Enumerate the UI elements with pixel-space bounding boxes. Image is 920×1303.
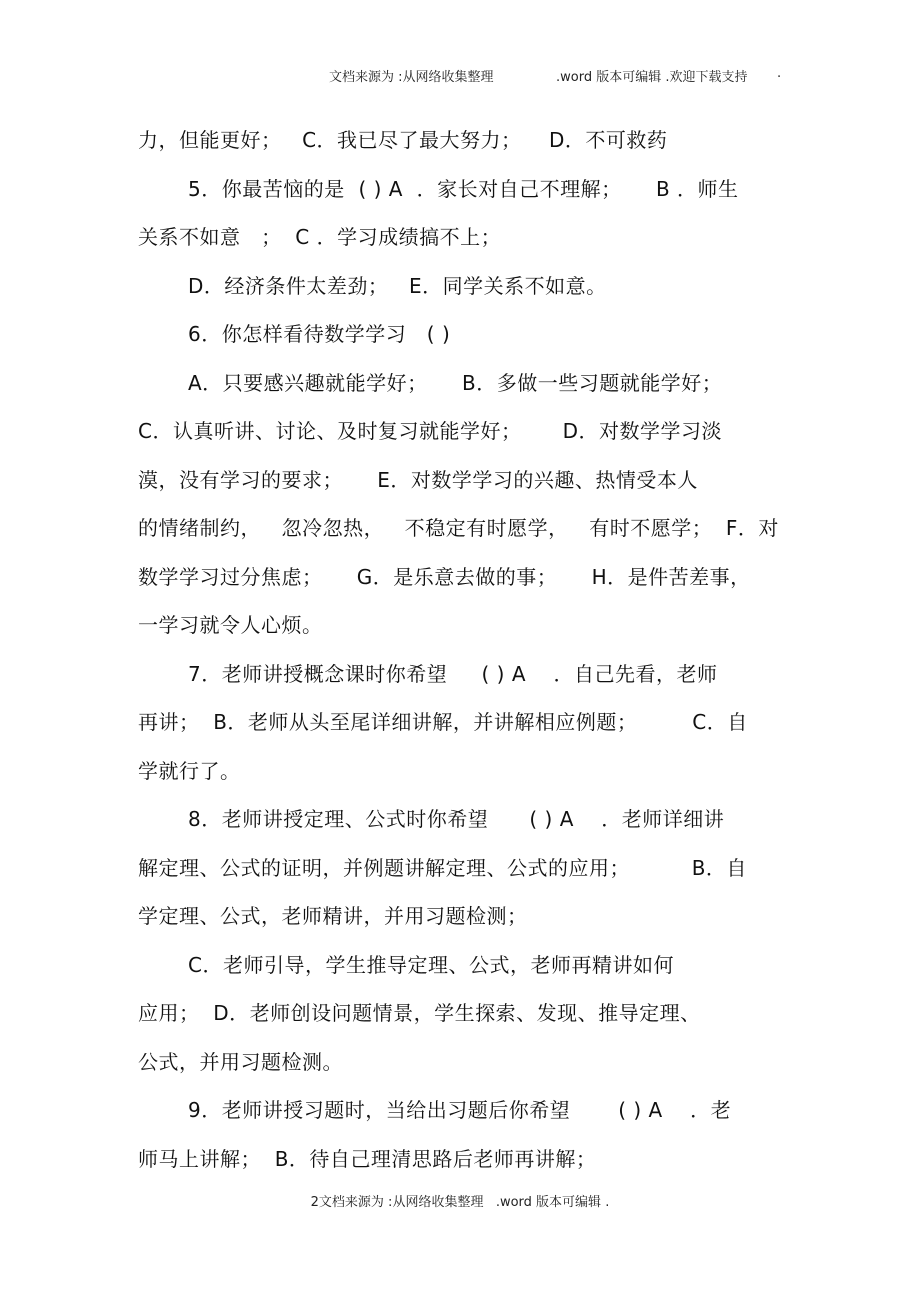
question-8: 8．老师讲授定理、公式时你希望 ( ) A ．老师详细讲 <box>188 807 725 831</box>
question-7: 7．老师讲授概念课时你希望 ( ) A ．自己先看，老师 <box>188 661 718 686</box>
text-line: 公式，并用习题检测。 <box>138 1049 343 1074</box>
text-line: 再讲； B．老师从头至尾详细讲解，并讲解相应例题； C．自 <box>138 710 748 734</box>
question-6: 6．你怎样看待数学学习 ( ) <box>188 322 451 346</box>
text-line: 的情绪制约， 忽冷忽热， 不稳定有时愿学， 有时不愿学； F．对 <box>138 516 779 540</box>
header-source-text: 文档来源为 :从网络收集整理 <box>329 70 494 85</box>
question-9: 9．老师讲授习题时，当给出习题后你希望 ( ) A ．老 <box>188 1098 732 1122</box>
text-line: 力，但能更好； C．我已尽了最大努力； D．不可救药 <box>138 128 668 152</box>
text-line: 师马上讲解； B．待自己理清思路后老师再讲解； <box>138 1146 597 1171</box>
text-line: 关系不如意 ； C ．学习成绩搞不上； <box>138 225 502 249</box>
text-line: D．经济条件太差劲； E．同学关系不如意。 <box>188 273 607 298</box>
question-5: 5．你最苦恼的是 ( ) A ．家长对自己不理解； B ．师生 <box>188 176 739 201</box>
text-line: A．只要感兴趣就能学好； B．多做一些习题就能学好； <box>188 370 723 395</box>
text-line: C．认真听讲、讨论、及时复习就能学好； D．对数学学习淡 <box>138 419 723 443</box>
text-line: 解定理、公式的证明，并例题讲解定理、公式的应用； B．自 <box>138 855 747 880</box>
header-editable-text: .word 版本可编辑 .欢迎下载支持 <box>556 70 748 85</box>
text-line: 学就行了。 <box>138 758 241 783</box>
text-line: C．老师引导，学生推导定理、公式，老师再精讲如何 <box>188 952 674 977</box>
text-line: 数学学习过分焦虑； G．是乐意去做的事； H．是件苦差事， <box>138 564 751 589</box>
text-line: 一学习就令人心烦。 <box>138 613 323 637</box>
document-body <box>138 116 778 1183</box>
text-line: 漠，没有学习的要求； E．对数学学习的兴趣、热情受本人 <box>138 467 698 492</box>
header-dot: . <box>777 66 782 81</box>
text-line: 应用； D．老师创设问题情景，学生探索、发现、推导定理、 <box>138 1001 701 1025</box>
page-footer-note: 2文档来源为 :从网络收集整理 .word 版本可编辑 . <box>310 1195 610 1210</box>
text-line: 学定理、公式，老师精讲，并用习题检测； <box>138 904 528 928</box>
